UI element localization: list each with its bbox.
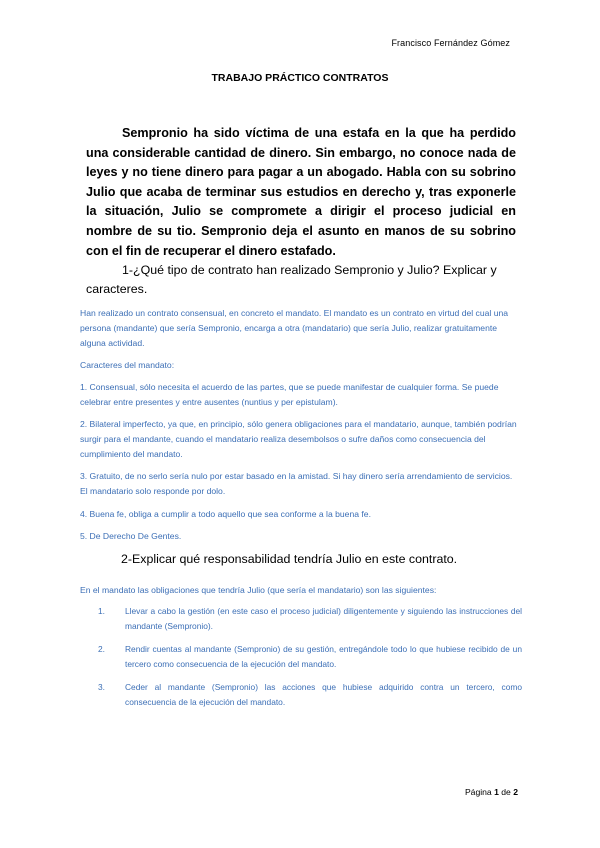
caracter-item: 4. Buena fe, obliga a cumplir a todo aquello que sea conforme a la buena fe. (80, 509, 371, 519)
author-name: Francisco Fernández Gómez (391, 38, 510, 48)
caracter-item: 1. Consensual, sólo necesita el acuerdo de las partes, que se puede manifestar de cualquier forma. Se puede celebrar entre presentes y entre ausentes (nuntius y per epistulam). (80, 382, 499, 407)
question-1-number: 1- (122, 263, 134, 277)
current-page: 1 (494, 787, 499, 797)
total-pages: 2 (513, 787, 518, 797)
page-label: Página (464, 787, 492, 797)
caracter-item: 5. De Derecho De Gentes. (80, 531, 182, 541)
caracter-item: 2. Bilateral imperfecto, ya que, en principio, sólo genera obligaciones para el mandatario, aunque, también podrían surgir para el mandante, cuando el mandatario realiza desembolsos o sufre daños como consecuencia del cumplimiento del mandato. (80, 419, 517, 459)
list-item (98, 604, 522, 634)
answer-1-paragraph: Han realizado un contrato consensual, en concreto el mandato. El mandato es un contrato en virtud del cual una persona (mandante) que sería Sempronio, encarga a otra (mandatario) que sería Julio, realizar gratuitamente alguna actividad. (80, 308, 509, 348)
list-item (98, 680, 522, 710)
page-number (465, 787, 518, 797)
obligations-list (98, 604, 522, 718)
answer-2-intro: En el mandato las obligaciones que tendría Julio (que sería el mandatario) son las siguientes: (80, 585, 437, 595)
case-statement: Sempronio ha sido víctima de una estafa en la que ha perdido una considerable cantidad de dinero. Sin embargo, no conoce nada de leyes y no tiene dinero para pagar a un abogado. Habla con su sobrino Julio que acaba de terminar sus estudios en derecho y, tras exponerle la situación, Julio se compromete a dirigir el proceso judicial en nombre de su tio. Sempronio deja el asunto en manos de su sobrino con el fin de recuperar el dinero estafado. (86, 126, 516, 258)
caracter-item: 3. Gratuito, de no serlo sería nulo por estar basado en la amistad. Si hay dinero sería arrendamiento de servicios. El mandatario solo responde por dolo. (80, 471, 513, 496)
list-item (98, 642, 522, 672)
question-2: 2-Explicar qué responsabilidad tendría Julio en este contrato. (121, 552, 458, 566)
of-label: de (501, 787, 511, 797)
question-1 (86, 261, 518, 299)
list-item-text: Llevar a cabo la gestión (en este caso el proceso judicial) diligentemente y siguiendo las instrucciones del mandante (Sempronio). (125, 606, 522, 631)
list-item-text: Ceder al mandante (Sempronio) las acciones que hubiese adquirido contra un tercero, como consecuencia de la ejecución del mandato. (125, 682, 522, 707)
list-item-number: 2. (98, 644, 105, 654)
list-item-text: Rendir cuentas al mandante (Sempronio) de su gestión, entregándole todo lo que hubiese recibido de un tercero como consecuencia de la ejecución del mandato. (125, 644, 522, 669)
list-item-number: 3. (98, 682, 105, 692)
document-title: TRABAJO PRÁCTICO CONTRATOS (211, 72, 389, 84)
caracteres-heading: Caracteres del mandato: (80, 360, 175, 370)
question-1-text: ¿Qué tipo de contrato han realizado Sempronio y Julio? Explicar y caracteres. (86, 263, 497, 296)
list-item-number: 1. (98, 606, 105, 616)
